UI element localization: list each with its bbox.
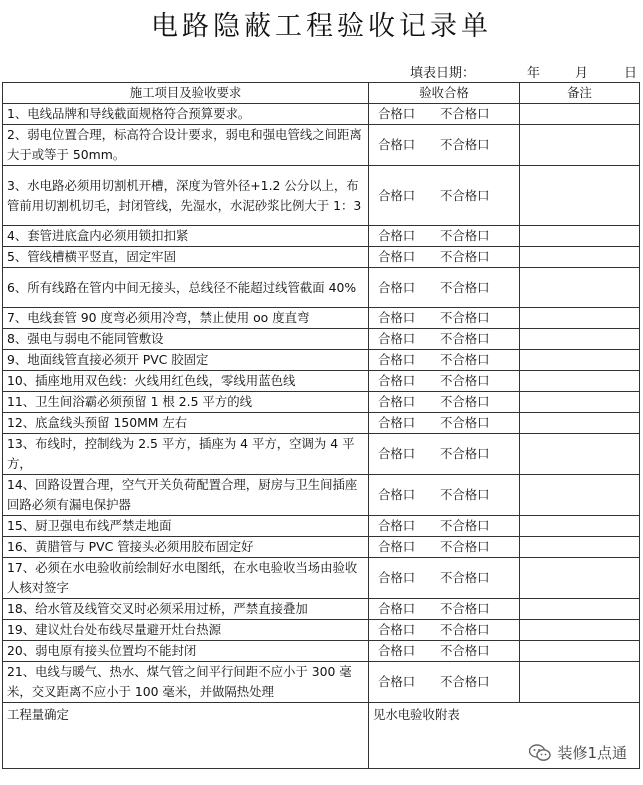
table-row — [3, 662, 640, 703]
row-check-options — [369, 226, 520, 247]
pass-checkbox[interactable]: 合格口 — [378, 394, 416, 409]
row-note[interactable] — [520, 434, 640, 475]
pass-checkbox[interactable]: 合格口 — [378, 373, 416, 388]
row-check-options — [369, 125, 520, 166]
table-row — [3, 413, 640, 434]
wechat-icon — [529, 744, 551, 762]
row-check-options — [369, 641, 520, 662]
row-check-options — [369, 371, 520, 392]
row-note[interactable] — [520, 558, 640, 599]
header-item: 施工项目及验收要求 — [3, 83, 369, 104]
fill-date-day: 日 — [624, 66, 638, 81]
row-note[interactable] — [520, 226, 640, 247]
fill-date-year: 年 — [527, 66, 541, 81]
fail-checkbox[interactable]: 不合格口 — [440, 187, 490, 203]
row-requirement: 15、厨卫强电布线严禁走地面 — [3, 516, 369, 537]
fail-checkbox[interactable]: 不合格口 — [440, 249, 490, 264]
fail-checkbox[interactable]: 不合格口 — [440, 622, 490, 637]
row-check-options — [369, 392, 520, 413]
pass-checkbox[interactable]: 合格口 — [378, 446, 416, 461]
pass-checkbox[interactable]: 合格口 — [378, 643, 416, 658]
pass-checkbox[interactable]: 合格口 — [378, 310, 416, 325]
fail-checkbox[interactable]: 不合格口 — [440, 570, 490, 585]
page-title: 电路隐蔽工程验收记录单 — [151, 11, 492, 42]
row-note[interactable] — [520, 125, 640, 166]
row-check-options — [369, 516, 520, 537]
row-check-options — [369, 475, 520, 516]
row-check-options — [369, 662, 520, 703]
row-note[interactable] — [520, 268, 640, 308]
row-check-options — [369, 104, 520, 125]
table-row — [3, 641, 640, 662]
pass-checkbox[interactable]: 合格口 — [378, 228, 416, 243]
fail-checkbox[interactable]: 不合格口 — [440, 518, 490, 533]
table-row — [3, 516, 640, 537]
row-requirement: 20、弱电原有接头位置均不能封闭 — [3, 641, 369, 662]
fail-checkbox[interactable]: 不合格口 — [440, 310, 490, 325]
table-row — [3, 125, 640, 166]
row-note[interactable] — [520, 599, 640, 620]
fail-checkbox[interactable]: 不合格口 — [440, 352, 490, 367]
row-note[interactable] — [520, 620, 640, 641]
pass-checkbox[interactable]: 合格口 — [378, 674, 416, 689]
row-requirement: 2、弱电位置合理，标高符合设计要求，弱电和强电管线之间距离大于或等于 50mm。 — [3, 125, 369, 166]
pass-checkbox[interactable]: 合格口 — [378, 249, 416, 264]
row-check-options — [369, 166, 520, 226]
fail-checkbox[interactable]: 不合格口 — [440, 539, 490, 554]
table-row — [3, 350, 640, 371]
row-check-options — [369, 247, 520, 268]
header-note: 备注 — [520, 83, 640, 104]
row-check-options — [369, 308, 520, 329]
row-check-options — [369, 537, 520, 558]
row-note[interactable] — [520, 641, 640, 662]
row-note[interactable] — [520, 104, 640, 125]
fail-checkbox[interactable]: 不合格口 — [440, 446, 490, 461]
row-note[interactable] — [520, 350, 640, 371]
table-row — [3, 268, 640, 308]
pass-checkbox[interactable]: 合格口 — [378, 622, 416, 637]
pass-checkbox[interactable]: 合格口 — [378, 518, 416, 533]
row-requirement: 3、水电路必须用切割机开槽，深度为管外径+1.2 公分以上，布管前用切割机切毛，封闭管线，先湿水，水泥砂浆比例大于 1：3 — [3, 166, 369, 226]
table-row — [3, 104, 640, 125]
row-note[interactable] — [520, 662, 640, 703]
fail-checkbox[interactable]: 不合格口 — [440, 394, 490, 409]
table-row — [3, 537, 640, 558]
table-row — [3, 620, 640, 641]
row-note[interactable] — [520, 516, 640, 537]
fail-checkbox[interactable]: 不合格口 — [440, 415, 490, 430]
row-requirement: 4、套管进底盒内必须用锁扣扣紧 — [3, 226, 369, 247]
row-note[interactable] — [520, 392, 640, 413]
table-row — [3, 475, 640, 516]
table-row — [3, 308, 640, 329]
row-check-options — [369, 620, 520, 641]
table-row — [3, 434, 640, 475]
row-note[interactable] — [520, 475, 640, 516]
header-check: 验收合格 — [369, 83, 520, 104]
row-check-options — [369, 350, 520, 371]
watermark-text: 装修1点通 — [557, 744, 627, 762]
row-check-options — [369, 329, 520, 350]
footer-value: 见水电验收附表 — [369, 703, 640, 769]
pass-checkbox[interactable]: 合格口 — [378, 137, 416, 152]
pass-checkbox[interactable]: 合格口 — [378, 331, 416, 346]
inspection-table — [2, 82, 640, 769]
table-row — [3, 371, 640, 392]
row-requirement: 5、管线槽横平竖直，固定牢固 — [3, 247, 369, 268]
row-requirement: 7、电线套管 90 度弯必须用冷弯，禁止使用 oo 度直弯 — [3, 308, 369, 329]
row-requirement: 13、布线时，控制线为 2.5 平方，插座为 4 平方，空调为 4 平方， — [3, 434, 369, 475]
fail-checkbox[interactable]: 不合格口 — [440, 674, 490, 689]
pass-checkbox[interactable]: 合格口 — [378, 487, 416, 502]
pass-checkbox[interactable]: 合格口 — [378, 279, 416, 295]
row-requirement: 11、卫生间浴霸必须预留 1 根 2.5 平方的线 — [3, 392, 369, 413]
pass-checkbox[interactable]: 合格口 — [378, 539, 416, 554]
fail-checkbox[interactable]: 不合格口 — [440, 601, 490, 616]
table-header-row — [3, 83, 640, 104]
row-requirement: 12、底盒线头预留 150MM 左右 — [3, 413, 369, 434]
table-row — [3, 226, 640, 247]
row-requirement: 1、电线品牌和导线截面规格符合预算要求。 — [3, 104, 369, 125]
fail-checkbox[interactable]: 不合格口 — [440, 331, 490, 346]
row-check-options — [369, 268, 520, 308]
row-requirement: 21、电线与暖气、热水、煤气管之间平行间距不应小于 300 毫米，交叉距离不应小于 100 毫米，并做隔热处理 — [3, 662, 369, 703]
row-check-options — [369, 413, 520, 434]
fail-checkbox[interactable]: 不合格口 — [440, 106, 490, 121]
fail-checkbox[interactable]: 不合格口 — [440, 228, 490, 243]
watermark — [529, 742, 627, 763]
pass-checkbox[interactable]: 合格口 — [378, 352, 416, 367]
row-check-options — [369, 434, 520, 475]
table-row — [3, 558, 640, 599]
pass-checkbox[interactable]: 合格口 — [378, 415, 416, 430]
row-requirement: 6、所有线路在管内中间无接头，总线径不能超过线管截面 40% — [3, 268, 369, 308]
row-note[interactable] — [520, 166, 640, 226]
fill-date-label: 填表日期： — [410, 66, 476, 81]
pass-checkbox[interactable]: 合格口 — [378, 106, 416, 121]
row-requirement: 14、回路设置合理，空气开关负荷配置合理，厨房与卫生间插座回路必须有漏电保护器 — [3, 475, 369, 516]
table-row — [3, 599, 640, 620]
table-body — [3, 104, 640, 703]
fill-date-month: 月 — [575, 66, 589, 81]
footer-label: 工程量确定 — [3, 703, 369, 769]
row-requirement: 19、建议灶台处布线尽量避开灶台热源 — [3, 620, 369, 641]
row-check-options — [369, 558, 520, 599]
row-note[interactable] — [520, 413, 640, 434]
pass-checkbox[interactable]: 合格口 — [378, 601, 416, 616]
row-requirement: 10、插座地用双色线：火线用红色线，零线用蓝色线 — [3, 371, 369, 392]
row-requirement: 18、给水管及线管交叉时必须采用过桥，严禁直接叠加 — [3, 599, 369, 620]
row-note[interactable] — [520, 329, 640, 350]
row-check-options — [369, 599, 520, 620]
row-note[interactable] — [520, 247, 640, 268]
row-note[interactable] — [520, 308, 640, 329]
row-note[interactable] — [520, 371, 640, 392]
row-note[interactable] — [520, 537, 640, 558]
table-row — [3, 247, 640, 268]
row-requirement: 17、必须在水电验收前绘制好水电图纸，在水电验收当场由验收人核对签字 — [3, 558, 369, 599]
table-row — [3, 392, 640, 413]
fail-checkbox[interactable]: 不合格口 — [440, 137, 490, 152]
row-requirement: 8、强电与弱电不能同管敷设 — [3, 329, 369, 350]
pass-checkbox[interactable]: 合格口 — [378, 187, 416, 203]
row-requirement: 9、地面线管直接必须开 PVC 胶固定 — [3, 350, 369, 371]
table-row — [3, 166, 640, 226]
fail-checkbox[interactable]: 不合格口 — [440, 279, 490, 295]
pass-checkbox[interactable]: 合格口 — [378, 570, 416, 585]
fail-checkbox[interactable]: 不合格口 — [440, 487, 490, 502]
fail-checkbox[interactable]: 不合格口 — [440, 373, 490, 388]
fail-checkbox[interactable]: 不合格口 — [440, 643, 490, 658]
table-row — [3, 329, 640, 350]
row-requirement: 16、黄腊管与 PVC 管接头必须用胶布固定好 — [3, 537, 369, 558]
